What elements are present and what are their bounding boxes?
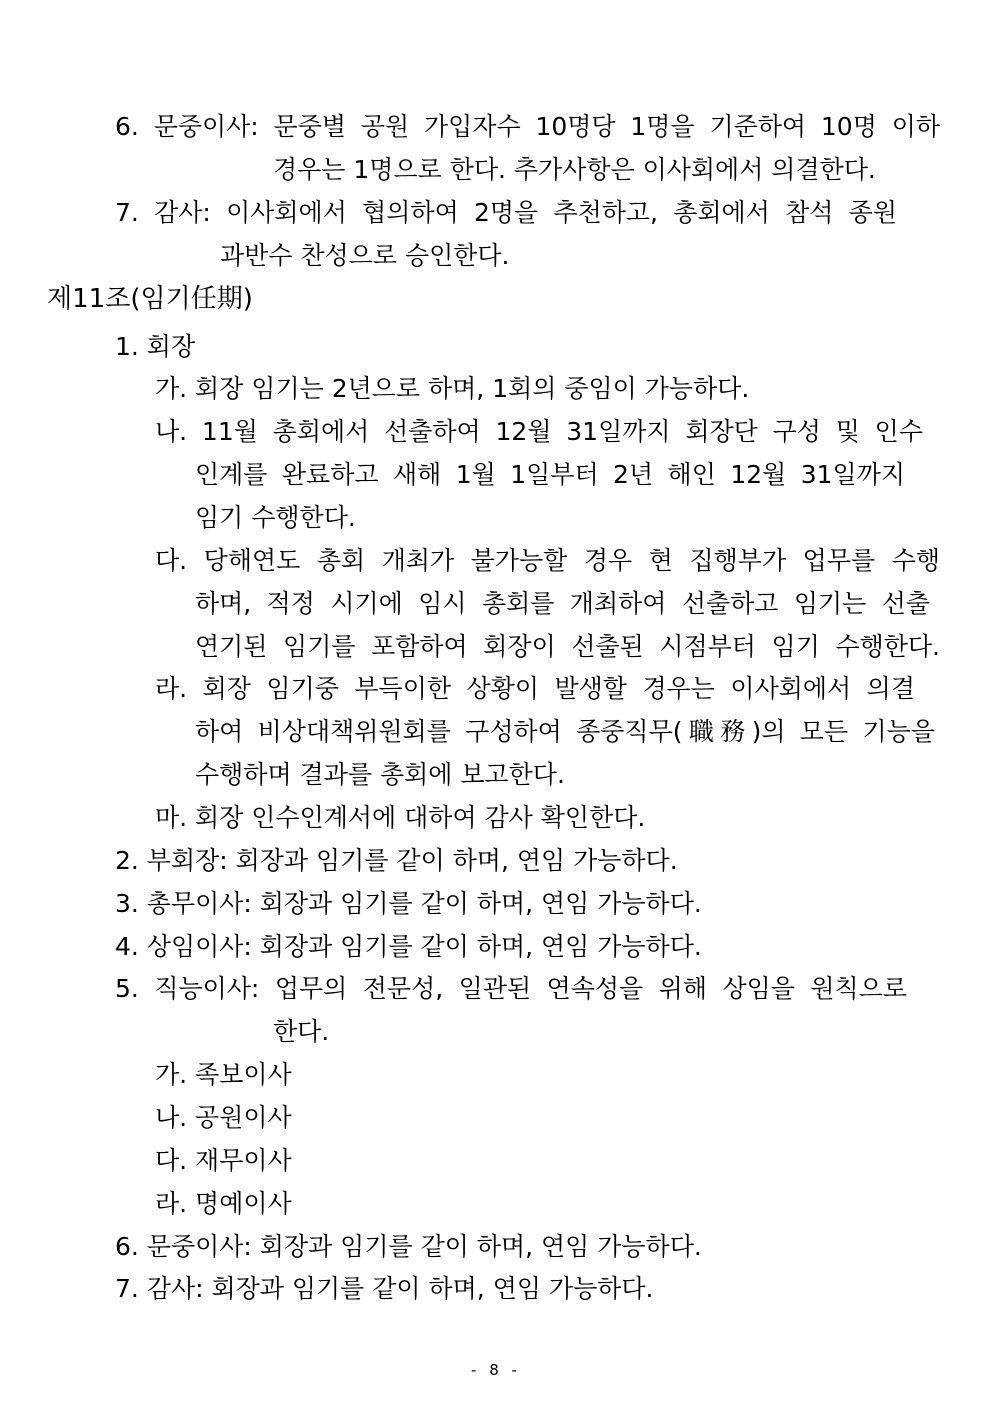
text-line: 가. 족보이사 xyxy=(155,1060,292,1089)
article-heading: 제11조(임기任期) xyxy=(47,284,253,314)
text-line: 가. 회장 임기는 2년으로 하며, 1회의 중임이 가능하다. xyxy=(155,374,750,403)
text-line: 6. 문중이사: 문중별 공원 가입자수 10명당 1명을 기준하여 10명 이하 xyxy=(115,112,940,141)
text-line: 나. 공원이사 xyxy=(155,1103,292,1132)
text-line: 나. 11월 총회에서 선출하여 12월 31일까지 회장단 구성 및 인수 xyxy=(155,417,923,446)
text-line: 임기 수행한다. xyxy=(195,503,356,532)
text-line: 한다. xyxy=(273,1017,330,1046)
text-line: 7. 감사: 이사회에서 협의하여 2명을 추천하고, 총회에서 참석 종원 xyxy=(115,198,897,227)
text-line: 다. 당해연도 총회 개최가 불가능할 경우 현 집행부가 업무를 수행 xyxy=(155,546,940,575)
text-line: 4. 상임이사: 회장과 임기를 같이 하며, 연임 가능하다. xyxy=(115,932,702,961)
text-line: 7. 감사: 회장과 임기를 같이 하며, 연임 가능하다. xyxy=(115,1274,654,1303)
text-line: 인계를 완료하고 새해 1월 1일부터 2년 해인 12월 31일까지 xyxy=(195,460,905,489)
text-line: 5. 직능이사: 업무의 전문성, 일관된 연속성을 위해 상임을 원칙으로 xyxy=(115,974,907,1003)
text-line: 하며, 적정 시기에 임시 총회를 개최하여 선출하고 임기는 선출 xyxy=(195,589,930,618)
text-line: 6. 문중이사: 회장과 임기를 같이 하며, 연임 가능하다. xyxy=(115,1232,702,1261)
text-line: 연기된 임기를 포함하여 회장이 선출된 시점부터 임기 수행한다. xyxy=(195,632,940,661)
text-line: 하여 비상대책위원회를 구성하여 종중직무(職務)의 모든 기능을 xyxy=(195,717,935,746)
text-line: 경우는 1명으로 한다. 추가사항은 이사회에서 의결한다. xyxy=(273,155,876,184)
text-line: 수행하며 결과를 총회에 보고한다. xyxy=(195,760,565,789)
text-line: 2. 부회장: 회장과 임기를 같이 하며, 연임 가능하다. xyxy=(115,846,678,875)
text-line: 과반수 찬성으로 승인한다. xyxy=(220,241,510,270)
text-line: 다. 재무이사 xyxy=(155,1146,292,1175)
text-line: 마. 회장 인수인계서에 대하여 감사 확인한다. xyxy=(155,803,646,832)
page-number: - 8 - xyxy=(471,1361,521,1379)
text-line: 라. 명예이사 xyxy=(155,1189,292,1218)
text-line: 1. 회장 xyxy=(115,332,196,361)
text-line: 3. 총무이사: 회장과 임기를 같이 하며, 연임 가능하다. xyxy=(115,889,702,918)
text-line: 라. 회장 임기중 부득이한 상황이 발생할 경우는 이사회에서 의결 xyxy=(155,674,915,703)
